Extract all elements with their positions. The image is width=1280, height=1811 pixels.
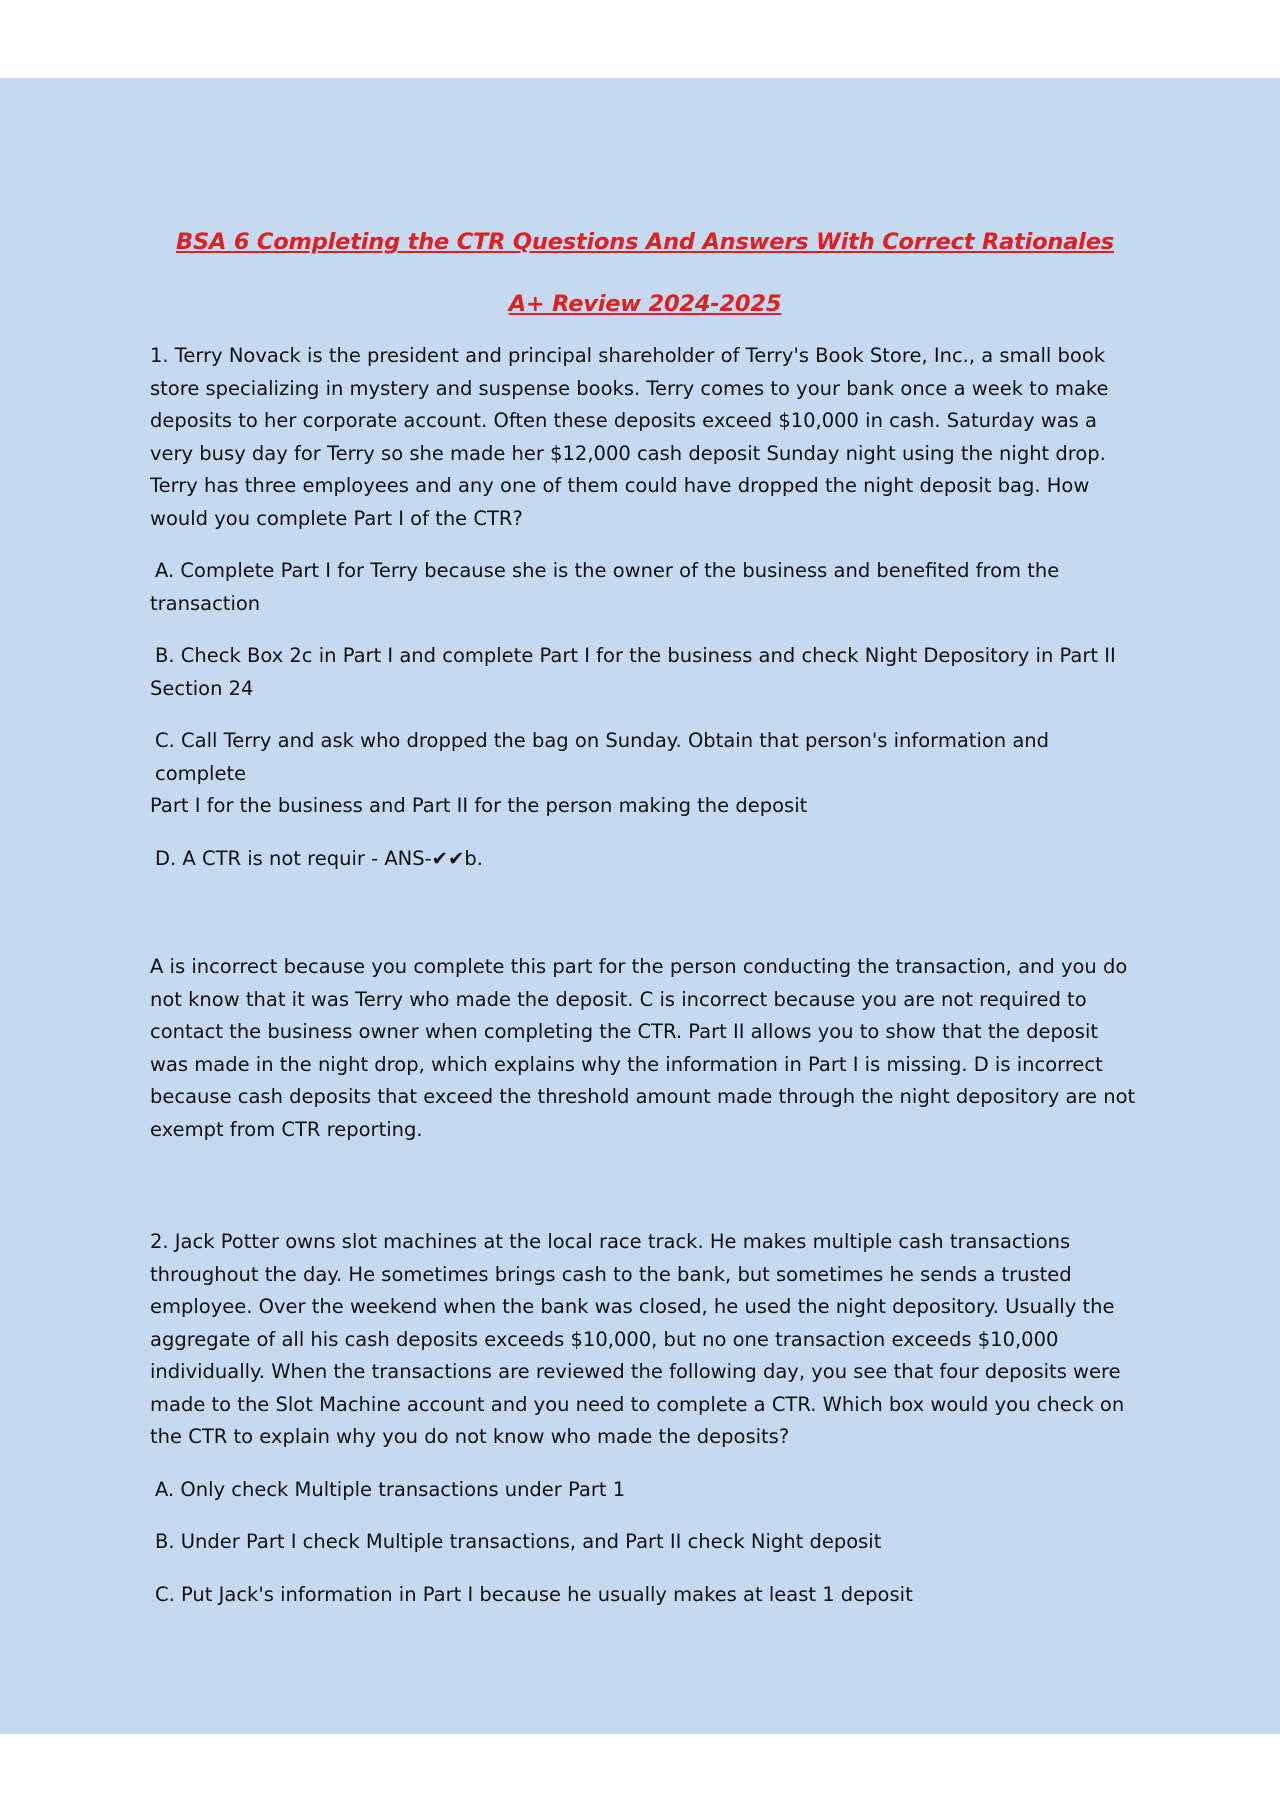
document-subtitle: A+ Review 2024-2025 (508, 291, 782, 317)
question-1-option-a (150, 555, 1140, 620)
question-1-option-c (150, 725, 1140, 823)
spacer (150, 895, 1140, 951)
question-1-text: 1. Terry Novack is the president and principal shareholder of Terry's Book Store, Inc., a small book store specializing in mystery and suspense books. Terry comes to your bank once a week to make deposits to her corporate account. Often these deposits exceed $10,000 in cash. Saturday was a very busy day for Terry so she made her $12,000 cash deposit Sunday night using the night drop. Terry has three employees and any one of them could have dropped the night deposit bag. How would you complete Part I of the CTR? (150, 344, 1109, 530)
question-2-text: 2. Jack Potter owns slot machines at the local race track. He makes multiple cash transactions throughout the day. He sometimes brings cash to the bank, but sometimes he sends a trusted employee. Over the weekend when the bank was closed, he used the night depository. Usually the aggregate of all his cash deposits exceeds $10,000, but no one transaction exceeds $10,000 individually. When the transactions are reviewed the following day, you see that four deposits were made to the Slot Machine account and you need to complete a CTR. Which box would you check on the CTR to explain why you do not know who made the deposits? (150, 1230, 1125, 1448)
spacer (150, 1146, 1140, 1226)
question-2-option-a: A. Only check Multiple transactions under Part 1 (155, 1477, 626, 1501)
question-1-rationale: A is incorrect because you complete this part for the person conducting the transaction, and you do not know that it was Terry who made the deposit. C is incorrect because you are not required to contact the business owner when completing the CTR. Part II allows you to show that the deposit was made in the night drop, which explains why the information in Part I is missing. D is incorrect because cash deposits that exceed the threshold amount made through the night depository are not exempt from CTR reporting. (150, 955, 1136, 1141)
document-body (150, 226, 1140, 1631)
option-text-continued: Section 24 (150, 676, 254, 700)
option-text-continued: Part I for the business and Part II for the person making the deposit (150, 794, 808, 817)
option-text: C. Call Terry and ask who dropped the bag on Sunday. Obtain that person's information and complete (155, 729, 1050, 785)
document-title: BSA 6 Completing the CTR Questions And Answers With Correct Rationales (176, 229, 1114, 255)
question-1-option-b (150, 640, 1140, 705)
question-2-option-b: B. Under Part I check Multiple transactions, and Part II check Night deposit (155, 1530, 882, 1553)
option-text-continued: transaction (150, 591, 261, 615)
question-2-option-c: C. Put Jack's information in Part I because he usually makes at least 1 deposit (155, 1582, 913, 1606)
question-1-option-d-answer: D. A CTR is not requir - ANS-✔✔b. (155, 846, 483, 870)
option-text: A. Complete Part I for Terry because she is the owner of the business and benefited from the (155, 559, 1060, 582)
option-text: B. Check Box 2c in Part I and complete Part I for the business and check Night Depository in Part II (155, 644, 1116, 667)
